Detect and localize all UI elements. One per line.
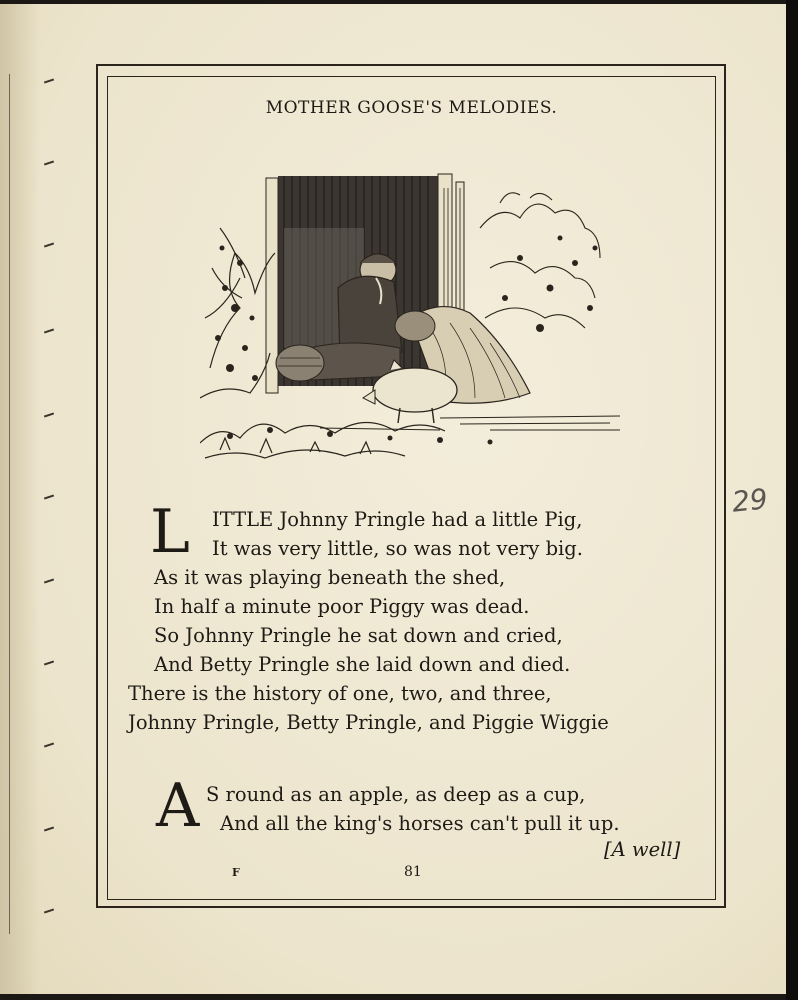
pencil-margin-note: 29 <box>730 482 770 519</box>
woodcut-crying-boy-and-girl-with-pig-illustration <box>200 168 630 468</box>
dropcap-letter: A <box>156 771 200 841</box>
riddle-answer: [A well] <box>604 838 681 861</box>
poem-line: In half a minute poor Piggy was dead. <box>154 595 530 618</box>
page-number: 81 <box>404 864 422 880</box>
binding-stitch <box>44 579 54 584</box>
binding-stitch <box>44 743 54 748</box>
poem-line: So Johnny Pringle he sat down and cried, <box>154 624 563 647</box>
binding-stitch <box>44 329 54 334</box>
woodcut-illustration <box>200 168 630 468</box>
binding-stitch <box>44 909 54 914</box>
signature-mark: F <box>232 866 240 879</box>
binding-stitch <box>44 661 54 666</box>
poem-line: There is the history of one, two, and three, <box>128 682 552 705</box>
poem-line: Johnny Pringle, Betty Pringle, and Piggie Wiggie <box>128 711 609 734</box>
binding-stitch <box>44 495 54 500</box>
binding-stitch <box>44 827 54 832</box>
binding-stitch <box>44 243 54 248</box>
binding-stitch <box>44 79 54 84</box>
binding-stitch <box>44 161 54 166</box>
riddle-line: S round as an apple, as deep as a cup, <box>206 783 586 806</box>
dropcap-letter: L <box>150 497 190 567</box>
binding-stitch <box>44 413 54 418</box>
running-head: MOTHER GOOSE'S MELODIES. <box>265 98 558 118</box>
poem-line: It was very little, so was not very big. <box>212 537 583 560</box>
poem-line: As it was playing beneath the shed, <box>154 566 506 589</box>
facing-page-edge <box>9 74 10 934</box>
poem-line: ITTLE Johnny Pringle had a little Pig, <box>212 508 583 531</box>
poem-line: And Betty Pringle she laid down and died. <box>154 653 571 676</box>
binding-shadow <box>0 4 40 994</box>
riddle-line: And all the king's horses can't pull it up. <box>220 812 620 835</box>
scan-edge <box>786 0 798 1000</box>
